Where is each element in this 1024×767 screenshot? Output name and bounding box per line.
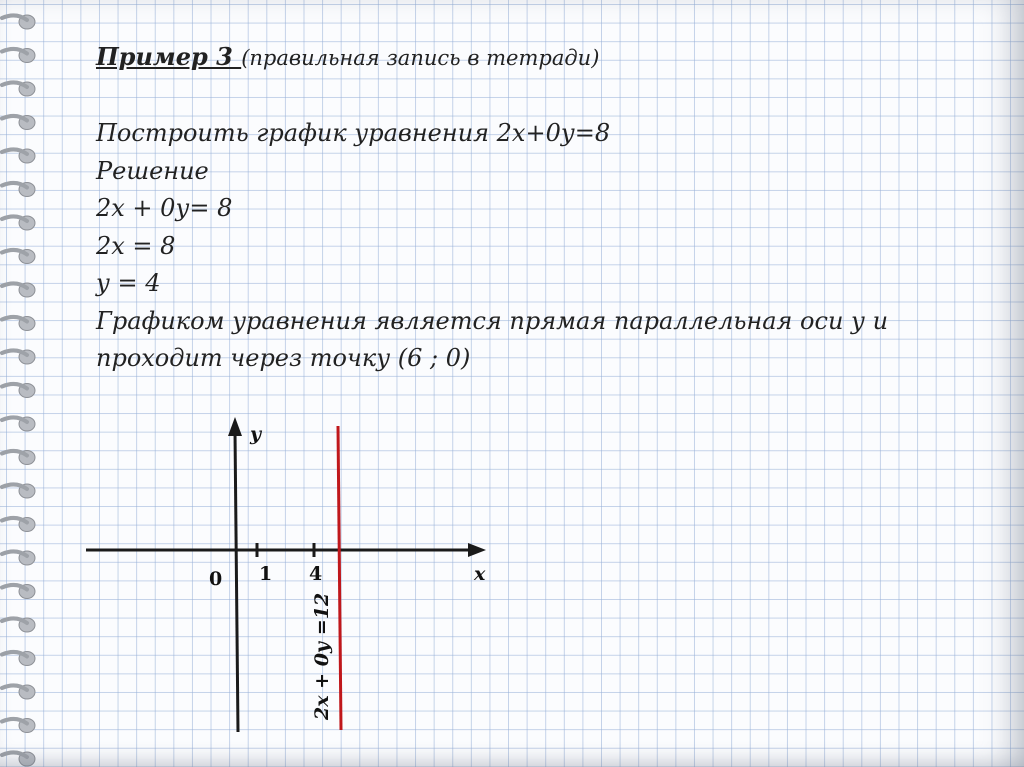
x-axis-arrow-icon xyxy=(468,543,486,557)
equation-step-3: у = 4 xyxy=(96,269,161,297)
y-axis-label: у xyxy=(250,423,262,445)
x-axis-label: х xyxy=(474,563,486,585)
tick-1-label: 1 xyxy=(259,563,273,585)
conclusion-line-1: Графиком уравнения является прямая параллельная оси у и xyxy=(96,306,889,335)
example-subtitle: (правильная запись в тетради) xyxy=(241,46,600,70)
tick-4-label: 4 xyxy=(309,563,323,585)
y-axis xyxy=(235,432,238,732)
equation-step-2: 2х = 8 xyxy=(96,231,176,260)
y-axis-arrow-icon xyxy=(228,417,242,436)
origin-label: 0 xyxy=(209,568,223,590)
graph-line xyxy=(338,426,341,730)
conclusion-line-2: проходит через точку (6 ; 0) xyxy=(96,344,471,372)
solution-label: Решение xyxy=(96,156,209,185)
example-title: Пример 3 xyxy=(96,42,242,71)
graph-line-label: 2х + 0у =12 xyxy=(311,592,333,720)
task-line: Построить график уравнения 2х+0у=8 xyxy=(96,119,611,147)
equation-step-1: 2х + 0у= 8 xyxy=(96,194,233,222)
